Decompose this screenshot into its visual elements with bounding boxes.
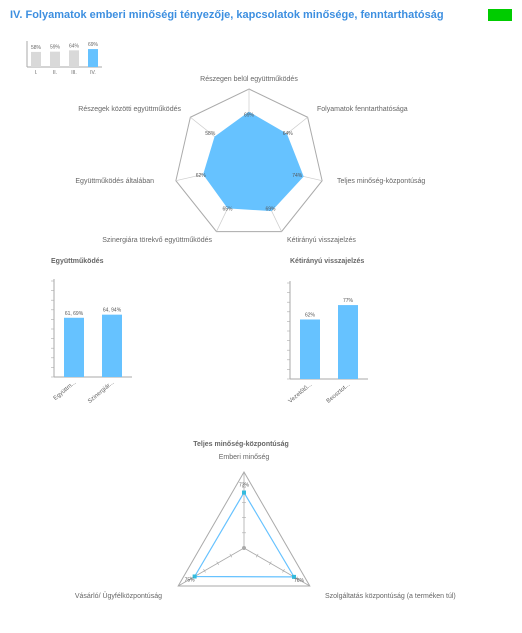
- radar-teljes-value-label: 75%: [184, 577, 195, 584]
- radar-teljes-center: [242, 546, 246, 550]
- radar-teljes-value-label: 76%: [294, 577, 305, 584]
- radar-teljes-title: Teljes minőség-központúság: [193, 441, 289, 448]
- mini-bar: [50, 52, 60, 67]
- radar-main-value-label: 64%: [282, 131, 293, 138]
- bar-chart-value-label: 62%: [304, 312, 316, 319]
- bar-chart-bar: [300, 319, 320, 379]
- radar-main-category-label: Részegek közötti együttműködés: [78, 106, 181, 113]
- radar-main-value-label: 69%: [243, 112, 255, 119]
- bar-chart-value-label: 77%: [342, 298, 354, 305]
- radar-teljes-value-label: 73%: [238, 482, 250, 489]
- bar-chart-value-label: 61, 69%: [64, 310, 84, 317]
- mini-bar-label: 64%: [68, 43, 80, 50]
- radar-main-area: [204, 112, 303, 210]
- bar-chart-title: Kétirányú visszajelzés: [290, 258, 365, 265]
- bar-chart-category-label: Együttm...: [52, 379, 78, 402]
- bar-chart-bar: [64, 318, 84, 377]
- radar-teljes-category-label: Vásárló/ Ügyfélközpontúság: [74, 593, 162, 600]
- radar-main-value-label: 58%: [205, 131, 216, 138]
- radar-teljes-category-label: Szolgáltatás központúság (a terméken túl): [325, 593, 456, 600]
- radar-main-category-label: Szinergiára törekvő együttműködés: [102, 237, 212, 244]
- radar-main-value-label: 62%: [195, 173, 206, 180]
- bar-chart-category-label: Beosztot...: [325, 381, 352, 405]
- bar-chart-bar: [338, 305, 358, 379]
- bar-chart-value-label: 64, 94%: [102, 307, 122, 314]
- mini-bar: [69, 50, 79, 67]
- mini-bar-label: 58%: [30, 44, 42, 51]
- page-title: IV. Folyamatok emberi minőségi tényezője, kapcsolatok minősége, fenntarthatóság: [10, 9, 444, 21]
- radar-main-category-label: Kétirányú visszajelzés: [287, 237, 356, 244]
- mini-tick-label: III.: [71, 70, 77, 76]
- radar-main-category-label: Folyamatok fenntarthatósága: [317, 106, 408, 113]
- mini-tick-label: IV.: [90, 70, 96, 76]
- mini-bar-label: 59%: [49, 44, 61, 51]
- bar-chart-category-label: Vezetőtő...: [287, 381, 314, 405]
- mini-bar: [31, 52, 41, 67]
- radar-main-value-label: 65%: [222, 206, 233, 213]
- mini-bar: [88, 49, 98, 67]
- radar-main-category-label: Teljes minőség-központúság: [337, 178, 426, 185]
- radar-main-value-label: 74%: [292, 173, 303, 180]
- radar-teljes-point: [242, 491, 246, 495]
- radar-main-value-label: 69%: [265, 206, 276, 213]
- mini-tick-label: I.: [34, 70, 38, 76]
- bar-chart-category-label: Szinergiár...: [87, 379, 116, 405]
- radar-main-category-label: Részegen belül együttműködés: [200, 76, 298, 83]
- radar-main-category-label: Együttműködés általában: [75, 178, 154, 185]
- bar-chart-title: Együttműködés: [51, 258, 104, 265]
- mini-bar-label: 69%: [87, 42, 99, 49]
- mini-tick-label: II.: [52, 70, 58, 76]
- bar-chart-bar: [102, 315, 122, 377]
- radar-teljes-category-label: Emberi minőség: [218, 454, 270, 461]
